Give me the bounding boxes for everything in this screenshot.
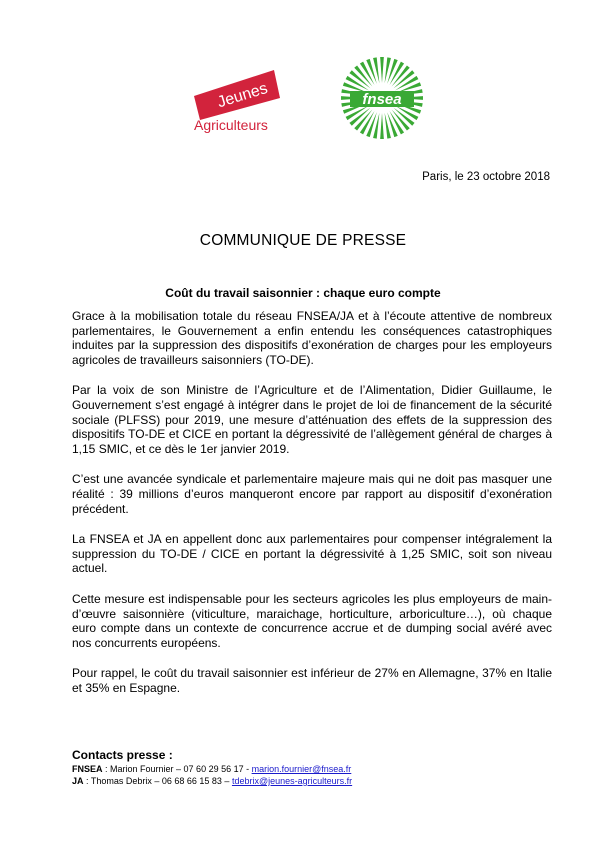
article-body: [72, 309, 552, 711]
jeunes-agriculteurs-logo: [186, 64, 286, 134]
contact-org-label: FNSEA: [72, 764, 103, 774]
svg-text:Jeunes: Jeunes: [215, 79, 270, 112]
press-release-date: Paris, le 23 octobre 2018: [422, 171, 550, 183]
fnsea-ray: [380, 113, 384, 139]
contact-fnsea: [72, 763, 552, 775]
article-subtitle: Coût du travail saisonnier : chaque euro compte: [165, 286, 441, 300]
contact-details: : Marion Fournier – 07 60 29 56 17 -: [102, 764, 252, 774]
press-contacts: [72, 748, 552, 787]
paragraph: Grace à la mobilisation totale du réseau FNSEA/JA et à l’écoute attentive de nombreux parlementaires, le Gouvernement a enfin entendu les conséquences catastrophiques induites par la suppression des dispositifs d’exonération de charges pour les employeurs agricoles de travailleurs saisonniers (TO-DE).: [72, 309, 552, 367]
contacts-heading: Contacts presse :: [72, 748, 173, 762]
paragraph: Pour rappel, le coût du travail saisonnier est inférieur de 27% en Allemagne, 37% en Italie et 35% en Espagne.: [72, 666, 552, 695]
fnsea-ray: [385, 113, 391, 139]
paragraph: La FNSEA et JA en appellent donc aux parlementaires pour compenser intégralement la suppression du TO-DE / CICE en portant la dégressivité à 1,25 SMIC, soit son niveau actuel.: [72, 532, 552, 576]
paragraph: Par la voix de son Ministre de l’Agriculture et de l’Alimentation, Didier Guillaume, le Gouvernement s’est engagé à intégrer dans le projet de loi de financement de la sécurité sociale (PLFSS) pour 2019, une mesure d’atténuation des effets de la suppression des dispositifs TO-DE et CICE en portant la dégressivité de l’allègement général de charges à 1,15 SMIC, et ce dès le 1er janvier 2019.: [72, 383, 552, 456]
fnsea-ray: [373, 57, 379, 83]
contact-org-label: JA: [72, 776, 84, 786]
svg-text:fnsea: fnsea: [362, 91, 402, 108]
fnsea-ray: [373, 113, 379, 139]
email-link[interactable]: tdebrix@jeunes-agriculteurs.fr: [231, 776, 353, 786]
contact-ja: [72, 775, 552, 787]
paragraph: Cette mesure est indispensable pour les secteurs agricoles les plus employeurs de main-d’œuvre saisonnière (viticulture, maraichage, horticulture, arboriculture…), où chaque euro compte dans un contexte de concurrence accrue et de dumping social avéré avec nos concurrents européens.: [72, 591, 552, 650]
fnsea-ray: [385, 57, 391, 83]
email-link[interactable]: marion.fournier@fnsea.fr: [251, 764, 352, 774]
fnsea-ray: [380, 57, 384, 83]
page-title: COMMUNIQUE DE PRESSE: [199, 232, 407, 249]
svg-text:Agriculteurs: Agriculteurs: [194, 117, 268, 133]
fnsea-logo: [340, 56, 424, 140]
paragraph: C’est une avancée syndicale et parlementaire majeure mais qui ne doit pas masquer une réalité : 39 millions d’euros manqueront encore par rapport au dispositif d’exonération précédent.: [72, 472, 552, 516]
contact-details: : Thomas Debrix – 06 68 66 15 83 –: [83, 776, 232, 786]
